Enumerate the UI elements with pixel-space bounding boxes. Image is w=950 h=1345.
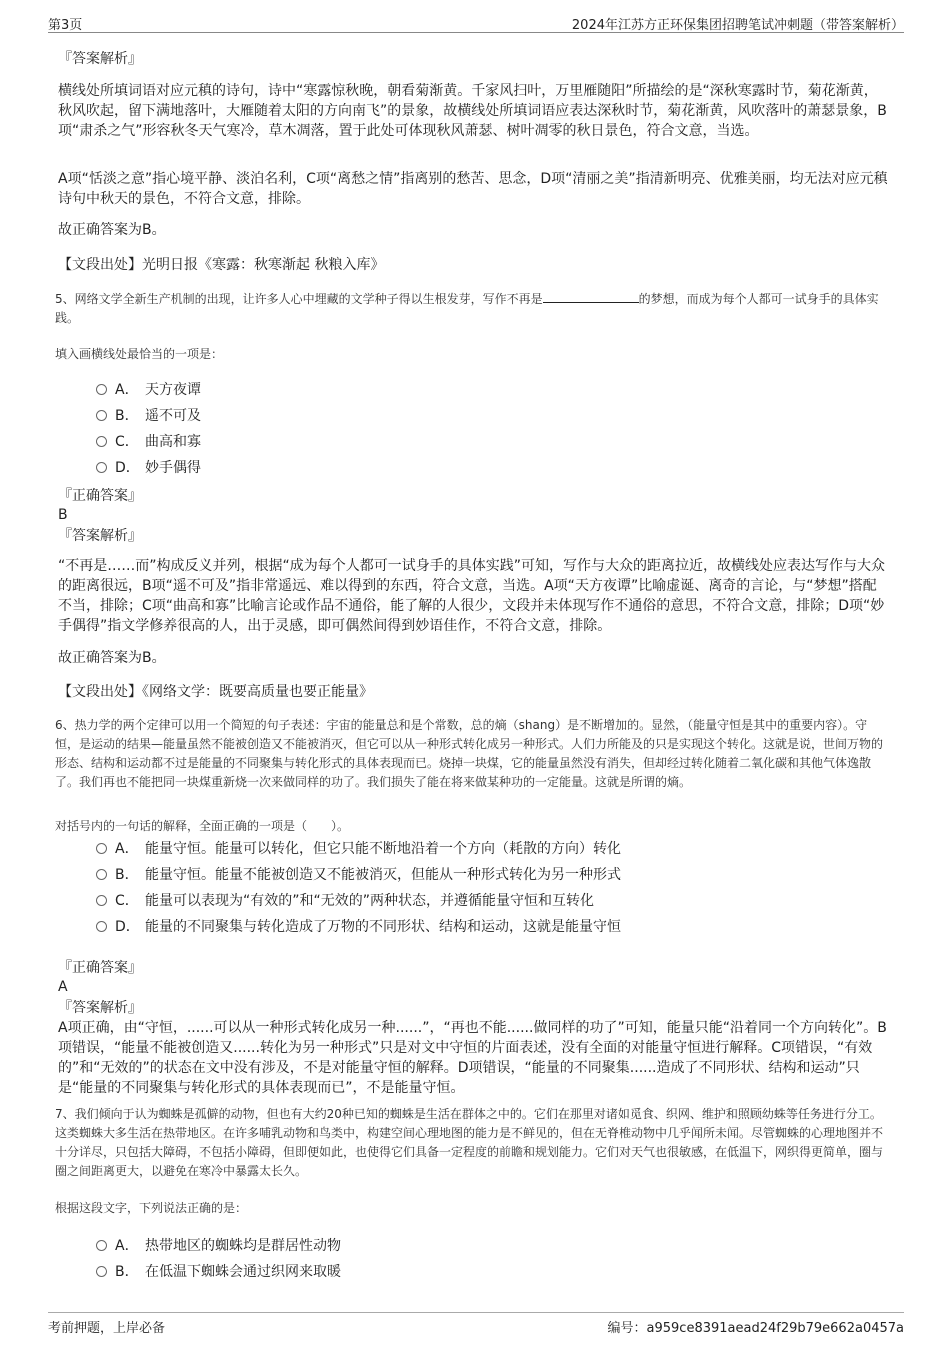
- q6-option-c[interactable]: C． 能量可以表现为“有效的”和“无效的”两种状态，并遵循能量守恒和互转化: [96, 891, 594, 911]
- q4-analysis-para2: A项“恬淡之意”指心境平静、淡泊名利，C项“离愁之情”指离别的愁苦、思念，D项“清丽之美”指清新明亮、优雅美丽，均无法对应元稹诗句中秋天的景色，不符合文意，排除。: [58, 171, 888, 207]
- answer-blank: [543, 290, 639, 303]
- radio-icon[interactable]: [96, 410, 107, 421]
- q7-prompt: 根据这段文字，下列说法正确的是：: [55, 1201, 248, 1215]
- q5-answer: B: [58, 507, 68, 523]
- q6-analysis: A项正确，由“守恒，......可以从一种形式转化成另一种......”，“再也不能......做同样的功了”可知，能量只能“沿着同一个方向转化”。B项错误，“能量不能被创造又......转化为另一种形式”只是对文中守恒的片面表述，没有全面的对能量守恒进行解释。C项错误，“有效的”和“无效的”的状态在文中没有涉及，不是对能量守恒的解释。D项错误，“能量的不同聚集......造成了不同形状、结构和运动”只是“能量的不同聚集与转化形式的具体表现而已”，不是能量守恒。: [58, 1020, 887, 1096]
- q4-source: 【文段出处】光明日报《寒露：秋寒渐起 秋粮入库》: [58, 257, 385, 273]
- radio-icon[interactable]: [96, 1240, 107, 1251]
- q5-answer-label: 『正确答案』: [58, 488, 142, 504]
- q5-option-a[interactable]: A． 天方夜谭: [96, 380, 201, 400]
- page-number: 第3页: [48, 18, 83, 33]
- q5-analysis-label: 『答案解析』: [58, 528, 142, 544]
- q5-option-d[interactable]: D． 妙手偶得: [96, 458, 201, 478]
- q5-option-c[interactable]: C． 曲高和寡: [96, 432, 201, 452]
- q5-analysis: “不再是……而”构成反义并列，根据“成为每个人都可一试身手的具体实践”可知，写作与大众的距离拉近，故横线处应表达写作与大众的距离很远，B项“遥不可及”指非常遥远、难以得到的东西，符合文意，当选。A项“天方夜谭”比喻虚诞、离奇的言论，与“梦想”搭配不当，排除；C项“曲高和寡”比喻言论或作品不通俗，能了解的人很少，文段并未体现写作不通俗的意思，不符合文意，排除；D项“妙手偶得”指文学修养很高的人，出于灵感，即可偶然间得到妙语佳作，不符合文意，排除。: [58, 558, 886, 634]
- q6-stem: 6、热力学的两个定律可以用一个简短的句子表述：宇宙的能量总和是个常数，总的熵（shang）是不断增加的。显然，（能量守恒是其中的重要内容）。守恒，是运动的结果—能量虽然不能被创造又不能被消灭，但它可以从一种形式转化成另一种形式。人们力所能及的只是实现这个转化。这就是说，世间万物的形态、结构和运动都不过是能量的不同聚集与转化形式的具体表现而已。烧掉一块煤，它的能量虽然没有消失，但却经过转化随着二氧化碳和其他气体逸散了。我们再也不能把同一块煤重新烧一次来做同样的功了。我们损失了能在将来做某种功的一定能量。这就是所谓的熵。: [55, 718, 884, 789]
- radio-icon[interactable]: [96, 384, 107, 395]
- q5-conclusion: 故正确答案为B。: [58, 650, 166, 666]
- q6-option-a[interactable]: A． 能量守恒。能量可以转化，但它只能不断地沿着一个方向（耗散的方向）转化: [96, 839, 621, 859]
- q7-stem: 7、我们倾向于认为蜘蛛是孤僻的动物，但也有大约20种已知的蜘蛛是生活在群体之中的。它们在那里对诸如觅食、织网、维护和照顾幼蛛等任务进行分工。这类蜘蛛大多生活在热带地区。在许多哺乳动物和鸟类中，构建空间心理地图的能力是不鲜见的，但在无脊椎动物中几乎闻所未闻。尽管蜘蛛的心理地图并不十分详尽，只包括大障碍，不包括小障碍，但即便如此，也使得它们具备一定程度的前瞻和规划能力。它们对天气也很敏感，在低温下，网织得更简单，圈与圈之间距离更大，以避免在寒冷中暴露太长久。: [55, 1107, 884, 1178]
- radio-icon[interactable]: [96, 895, 107, 906]
- q4-analysis-label: 『答案解析』: [58, 51, 142, 67]
- q5-prompt: 填入画横线处最恰当的一项是：: [55, 347, 224, 361]
- q6-option-b[interactable]: B． 能量守恒。能量不能被创造又不能被消灭，但能从一种形式转化为另一种形式: [96, 865, 621, 885]
- q4-conclusion: 故正确答案为B。: [58, 222, 166, 238]
- radio-icon[interactable]: [96, 462, 107, 473]
- q6-answer: A: [58, 979, 68, 995]
- radio-icon[interactable]: [96, 843, 107, 854]
- q6-option-d[interactable]: D． 能量的不同聚集与转化造成了万物的不同形状、结构和运动，这就是能量守恒: [96, 917, 621, 937]
- document-code: 编号：a959ce8391aead24f29b79e662a0457a: [607, 1321, 904, 1336]
- q6-analysis-label: 『答案解析』: [58, 1000, 142, 1016]
- q6-prompt: 对括号内的一句话的解释，全面正确的一项是（ ）。: [55, 819, 350, 833]
- page-footer: [48, 1312, 904, 1337]
- document-title: 2024年江苏方正环保集团招聘笔试冲刺题（带答案解析）: [571, 18, 904, 33]
- q5-option-b[interactable]: B． 遥不可及: [96, 406, 201, 426]
- radio-icon[interactable]: [96, 436, 107, 447]
- page-header: [48, 10, 904, 33]
- radio-icon[interactable]: [96, 921, 107, 932]
- radio-icon[interactable]: [96, 869, 107, 880]
- q5-source: 【文段出处】《网络文学：既要高质量也要正能量》: [58, 684, 373, 700]
- q6-answer-label: 『正确答案』: [58, 960, 142, 976]
- q4-analysis-para1: 横线处所填词语对应元稹的诗句，诗中“寒露惊秋晚，朝看菊渐黄。千家风扫叶，万里雁随阳”所描绘的是“深秋寒露时节，菊花渐黄，秋风吹起，留下满地落叶，大雁随着太阳的方向南飞”的景象，故横线处所填词语应表达深秋时节，菊花渐黄，风吹落叶的萧瑟景象，B项“肃杀之气”形容秋冬天气寒冷，草木凋落，置于此处可体现秋风萧瑟、树叶凋零的秋日景色，符合文意，当选。: [58, 83, 887, 139]
- q5-stem: 5、网络文学全新生产机制的出现，让许多人心中埋藏的文学种子得以生根发芽，写作不再是 的梦想，而成为每个人都可一试身手的具体实践。: [55, 292, 879, 325]
- q7-option-b[interactable]: B． 在低温下蜘蛛会通过织网来取暖: [96, 1262, 341, 1282]
- footer-note: 考前押题，上岸必备: [48, 1321, 166, 1336]
- q7-option-a[interactable]: A． 热带地区的蜘蛛均是群居性动物: [96, 1236, 341, 1256]
- radio-icon[interactable]: [96, 1266, 107, 1277]
